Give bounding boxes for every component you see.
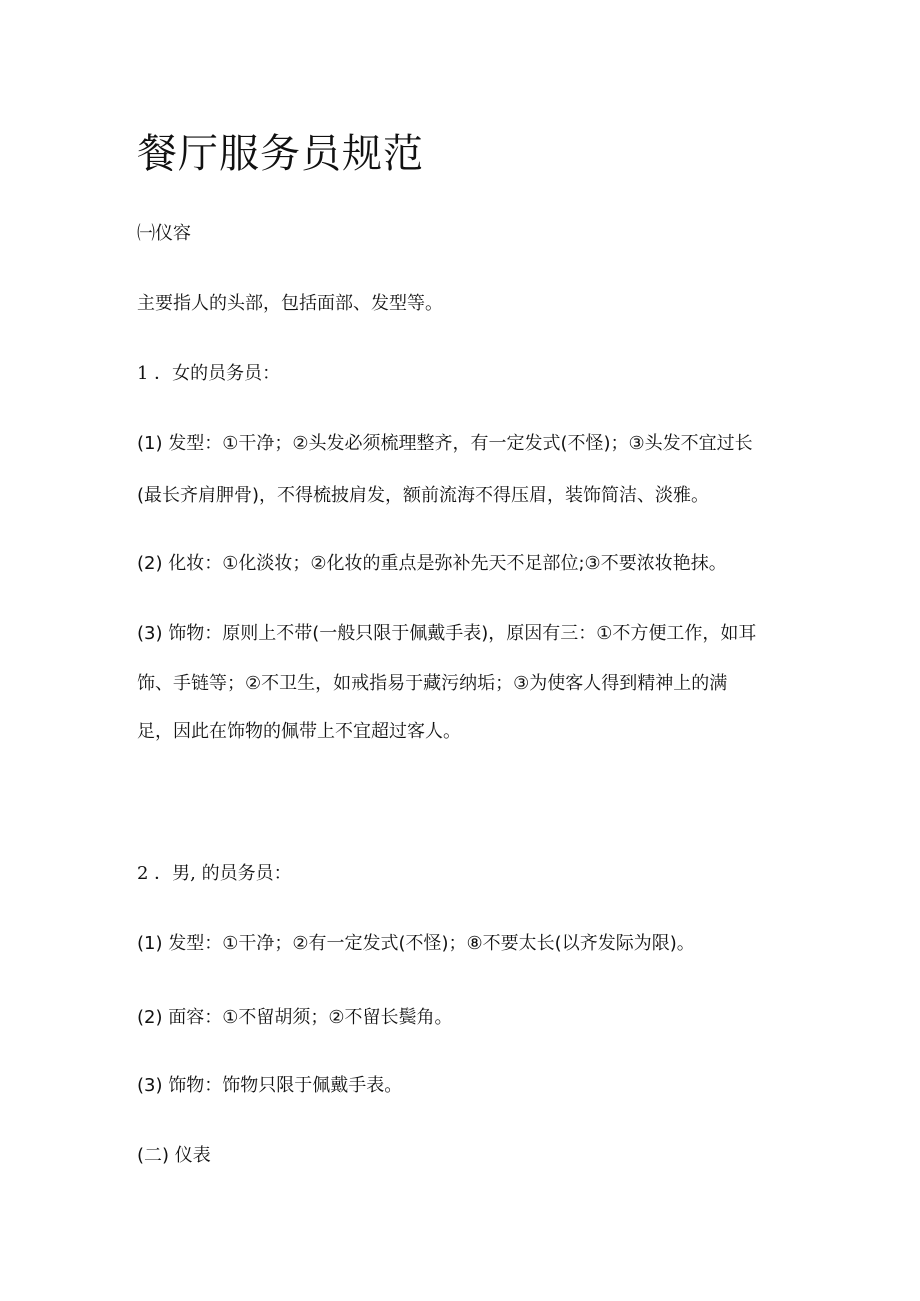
section-heading-dress: (二) 仪表 <box>137 1145 211 1166</box>
male-staff-heading: 2 ．男, 的员务员： <box>137 863 292 884</box>
document-title: 餐厅服务员规范 <box>137 131 424 177</box>
female-accessories-line-3: 足，因此在饰物的佩带上不宜超过客人。 <box>137 721 461 742</box>
female-makeup-line: (2) 化妆：①化淡妆；②化妆的重点是弥补先天不足部位;③不要浓妆艳抹。 <box>137 553 727 574</box>
male-face-line: (2) 面容：①不留胡须；②不留长鬓角。 <box>137 1007 453 1028</box>
female-hair-line-1: (1) 发型：①干净；②头发必须梳理整齐，有一定发式(不怪)；③头发不宜过长 <box>137 433 753 454</box>
section-heading-appearance: ㈠仪容 <box>137 223 191 244</box>
female-hair-line-2: (最长齐肩胛骨)，不得梳披肩发，额前流海不得压眉，装饰简洁、淡雅。 <box>137 485 710 506</box>
female-staff-heading: 1 ．女的员务员： <box>137 363 281 384</box>
male-accessories-line: (3) 饰物：饰物只限于佩戴手表。 <box>137 1075 403 1096</box>
female-accessories-line-1: (3) 饰物：原则上不带(一般只限于佩戴手表)，原因有三：①不方便工作，如耳 <box>137 623 757 644</box>
male-hair-line: (1) 发型：①干净；②有一定发式(不怪)；⑧不要太长(以齐发际为限)。 <box>137 933 695 954</box>
female-accessories-line-2: 饰、手链等；②不卫生，如戒指易于藏污纳垢；③为使客人得到精神上的满 <box>137 673 728 694</box>
intro-paragraph: 主要指人的头部，包括面部、发型等。 <box>137 293 443 314</box>
